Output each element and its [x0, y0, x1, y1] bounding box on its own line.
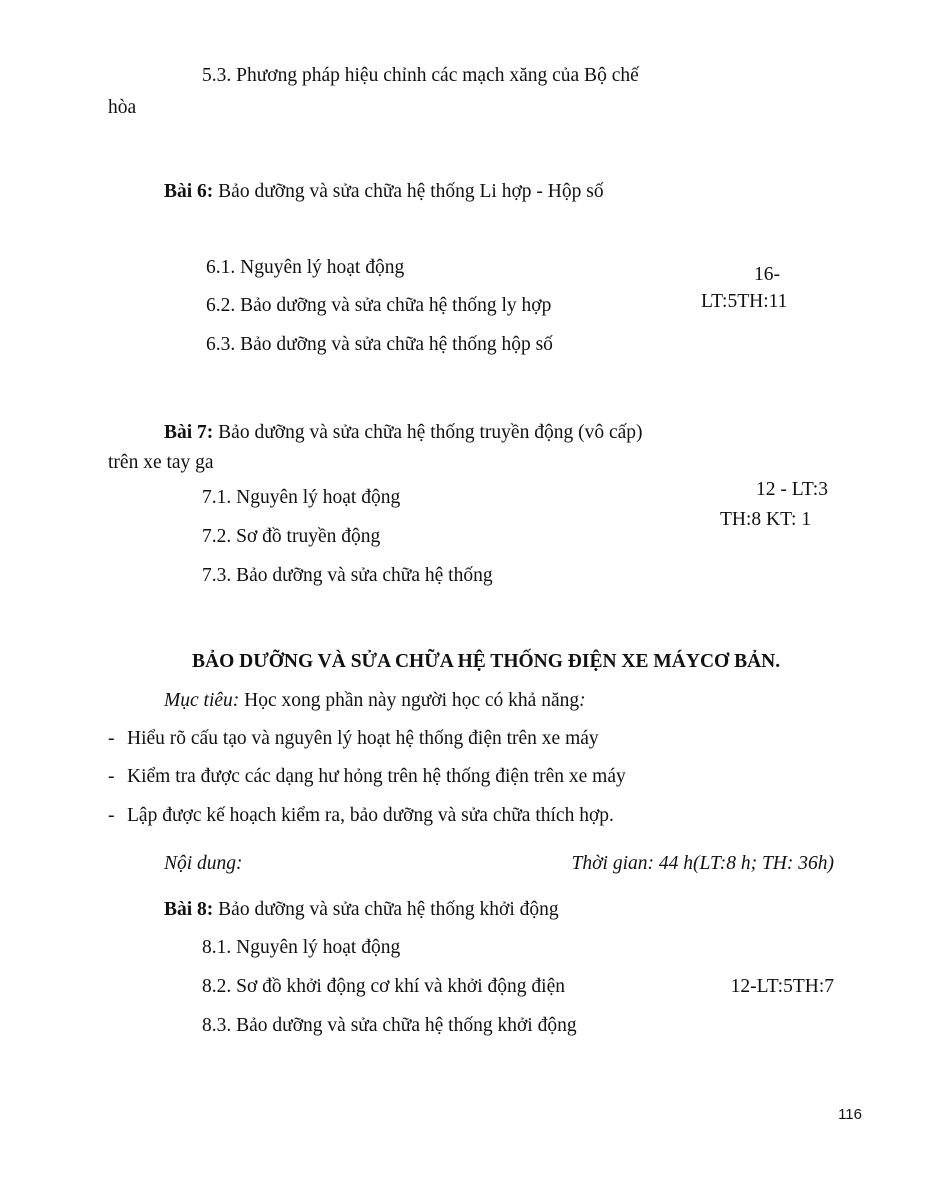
objective-label: Mục tiêu: — [164, 690, 240, 711]
lesson-7-title: Bảo dưỡng và sửa chữa hệ thống truyền động (vô cấp) — [213, 422, 643, 443]
lesson-7-time-line2: TH:8 KT: 1 — [720, 509, 812, 530]
lesson-8-title: Bảo dưỡng và sửa chữa hệ thống khởi động — [213, 899, 559, 920]
bullet-marker: - — [108, 805, 115, 826]
lesson-6-item: 6.1. Nguyên lý hoạt động — [206, 257, 405, 278]
lesson-6-time-line2: LT:5TH:11 — [701, 291, 788, 312]
lesson-7-title-line2: trên xe tay ga — [108, 452, 214, 473]
lesson-8-item: 8.2. Sơ đồ khởi động cơ khí và khởi động điện — [202, 976, 565, 997]
time-label: Thời gian: 44 h(LT:8 h; TH: 36h) — [571, 853, 834, 874]
bullet-item: Kiểm tra được các dạng hư hỏng trên hệ thống điện trên xe máy — [127, 766, 626, 787]
lesson-8-label: Bài 8: — [164, 899, 214, 920]
section-heading: BẢO DƯỠNG VÀ SỬA CHỮA HỆ THỐNG ĐIỆN XE MÁYCƠ BẢN. — [192, 651, 781, 672]
lesson-7-heading — [164, 421, 643, 444]
lesson-7-time-line1: 12 - LT:3 — [756, 479, 828, 500]
lesson-7-item: 7.3. Bảo dưỡng và sửa chữa hệ thống — [202, 565, 493, 586]
lesson-6-item: 6.2. Bảo dưỡng và sửa chữa hệ thống ly hợp — [206, 295, 552, 316]
page-number: 116 — [838, 1106, 862, 1123]
item-5-3-line1: 5.3. Phương pháp hiệu chỉnh các mạch xăng của Bộ chế — [202, 65, 639, 86]
content-label: Nội dung: — [164, 853, 243, 874]
objective-text: Học xong phần này người học có khả năng — [239, 690, 580, 711]
lesson-8-item: 8.3. Bảo dưỡng và sửa chữa hệ thống khởi động — [202, 1015, 577, 1036]
lesson-7-label: Bài 7: — [164, 422, 214, 443]
lesson-8-heading — [164, 898, 559, 921]
lesson-7-item: 7.2. Sơ đồ truyền động — [202, 526, 381, 547]
lesson-7-item: 7.1. Nguyên lý hoạt động — [202, 487, 401, 508]
lesson-8-item: 8.1. Nguyên lý hoạt động — [202, 937, 401, 958]
lesson-6-label: Bài 6: — [164, 181, 214, 202]
objective-line — [164, 689, 586, 712]
lesson-6-heading — [164, 180, 604, 203]
bullet-item: Hiểu rõ cấu tạo và nguyên lý hoạt hệ thống điện trên xe máy — [127, 728, 599, 749]
objective-colon: : — [579, 690, 586, 711]
bullet-marker: - — [108, 728, 115, 749]
bullet-item: Lập được kế hoạch kiểm ra, bảo dưỡng và sửa chữa thích hợp. — [127, 805, 614, 826]
lesson-6-item: 6.3. Bảo dưỡng và sửa chữa hệ thống hộp số — [206, 334, 553, 355]
lesson-6-time-line1: 16- — [754, 264, 780, 285]
item-5-3-line2: hòa — [108, 97, 137, 118]
lesson-6-title: Bảo dưỡng và sửa chữa hệ thống Li hợp - Hộp số — [213, 181, 604, 202]
lesson-8-time: 12-LT:5TH:7 — [730, 976, 834, 997]
bullet-marker: - — [108, 766, 115, 787]
